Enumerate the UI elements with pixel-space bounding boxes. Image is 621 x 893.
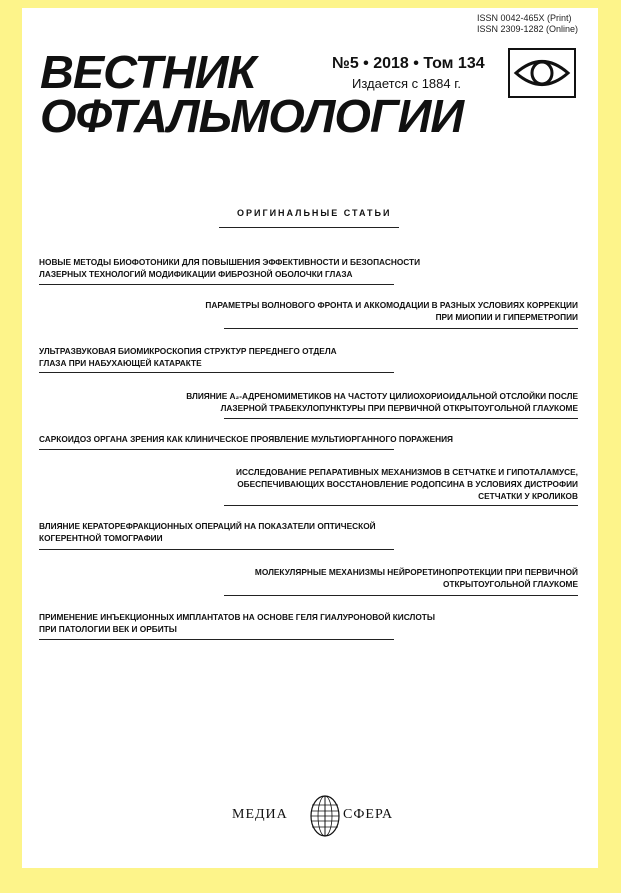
article-6[interactable] <box>236 466 578 502</box>
article-rule <box>39 284 394 285</box>
article-line: ЛАЗЕРНОЙ ТРАБЕКУЛОПУНКТУРЫ ПРИ ПЕРВИЧНОЙ ОТКРЫТОУГОЛЬНОЙ ГЛАУКОМЕ <box>220 403 578 413</box>
article-rule <box>224 505 578 506</box>
article-line: СЕТЧАТКИ У КРОЛИКОВ <box>478 491 578 501</box>
article-rule <box>224 595 578 596</box>
since-info: Издается с 1884 г. <box>352 76 462 91</box>
article-9[interactable] <box>39 611 435 635</box>
article-line: ПРИ ПАТОЛОГИИ ВЕК И ОРБИТЫ <box>39 624 177 634</box>
article-rule <box>39 449 394 450</box>
article-line: ВЛИЯНИЕ Α₂-АДРЕНОМИМЕТИКОВ НА ЧАСТОТУ ЦИЛИОХОРИОИДАЛЬНОЙ ОТСЛОЙКИ ПОСЛЕ <box>186 391 578 401</box>
article-rule <box>39 639 394 640</box>
issue-info: №5 • 2018 • Том 134 <box>332 55 485 72</box>
issn-print: ISSN 0042-465X (Print) <box>476 13 572 23</box>
article-line: ОТКРЫТОУГОЛЬНОЙ ГЛАУКОМЕ <box>443 579 578 589</box>
article-7[interactable] <box>39 520 376 544</box>
eye-logo-icon <box>508 48 576 98</box>
article-line: ПАРАМЕТРЫ ВОЛНОВОГО ФРОНТА И АККОМОДАЦИИ В РАЗНЫХ УСЛОВИЯХ КОРРЕКЦИИ <box>205 300 578 310</box>
article-2[interactable] <box>205 299 578 323</box>
article-line: ИССЛЕДОВАНИЕ РЕПАРАТИВНЫХ МЕХАНИЗМОВ В СЕТЧАТКЕ И ГИПОТАЛАМУСЕ, <box>236 467 578 477</box>
section-title: ОРИГИНАЛЬНЫЕ СТАТЬИ <box>237 208 392 218</box>
article-line: ЛАЗЕРНЫХ ТЕХНОЛОГИЙ МОДИФИКАЦИИ ФИБРОЗНОЙ ОБОЛОЧКИ ГЛАЗА <box>39 269 353 279</box>
publisher-right: СФЕРА <box>343 807 394 822</box>
article-rule <box>224 328 578 329</box>
article-rule <box>224 418 578 419</box>
article-line: КОГЕРЕНТНОЙ ТОМОГРАФИИ <box>39 533 163 543</box>
article-line: УЛЬТРАЗВУКОВАЯ БИОМИКРОСКОПИЯ СТРУКТУР ПЕРЕДНЕГО ОТДЕЛА <box>39 346 337 356</box>
journal-title-line1: ВЕСТНИК <box>40 46 256 98</box>
article-rule <box>39 372 394 373</box>
globe-icon <box>308 793 342 839</box>
section-rule <box>219 227 399 228</box>
publisher-logo <box>232 793 402 839</box>
article-line: ВЛИЯНИЕ КЕРАТОРЕФРАКЦИОННЫХ ОПЕРАЦИЙ НА ПОКАЗАТЕЛИ ОПТИЧЕСКОЙ <box>39 521 376 531</box>
article-line: ОБЕСПЕЧИВАЮЩИХ ВОССТАНОВЛЕНИЕ РОДОПСИНА В УСЛОВИЯХ ДИСТРОФИИ <box>237 479 578 489</box>
article-1[interactable] <box>39 256 420 280</box>
article-3[interactable] <box>39 345 337 369</box>
article-line: МОЛЕКУЛЯРНЫЕ МЕХАНИЗМЫ НЕЙРОРЕТИНОПРОТЕКЦИИ ПРИ ПЕРВИЧНОЙ <box>254 567 578 577</box>
article-line: ПРИ МИОПИИ И ГИПЕРМЕТРОПИИ <box>435 312 578 322</box>
cover-page <box>22 8 598 868</box>
article-line: ПРИМЕНЕНИЕ ИНЪЕКЦИОННЫХ ИМПЛАНТАТОВ НА ОСНОВЕ ГЕЛЯ ГИАЛУРОНОВОЙ КИСЛОТЫ <box>39 612 435 622</box>
issn-block <box>477 13 578 35</box>
article-5[interactable] <box>39 433 453 445</box>
article-line: ГЛАЗА ПРИ НАБУХАЮЩЕЙ КАТАРАКТЕ <box>39 358 202 368</box>
article-line: САРКОИДОЗ ОРГАНА ЗРЕНИЯ КАК КЛИНИЧЕСКОЕ ПРОЯВЛЕНИЕ МУЛЬТИОРГАННОГО ПОРАЖЕНИЯ <box>39 434 454 444</box>
article-line: НОВЫЕ МЕТОДЫ БИОФОТОНИКИ ДЛЯ ПОВЫШЕНИЯ ЭФФЕКТИВНОСТИ И БЕЗОПАСНОСТИ <box>39 257 421 267</box>
article-8[interactable] <box>255 566 578 590</box>
publisher-left: МЕДИА <box>232 807 288 822</box>
article-4[interactable] <box>186 390 578 414</box>
journal-title-line2: ОФТАЛЬМОЛОГИИ <box>40 90 464 142</box>
issn-online: ISSN 2309-1282 (Online) <box>476 24 578 34</box>
article-rule <box>39 549 394 550</box>
